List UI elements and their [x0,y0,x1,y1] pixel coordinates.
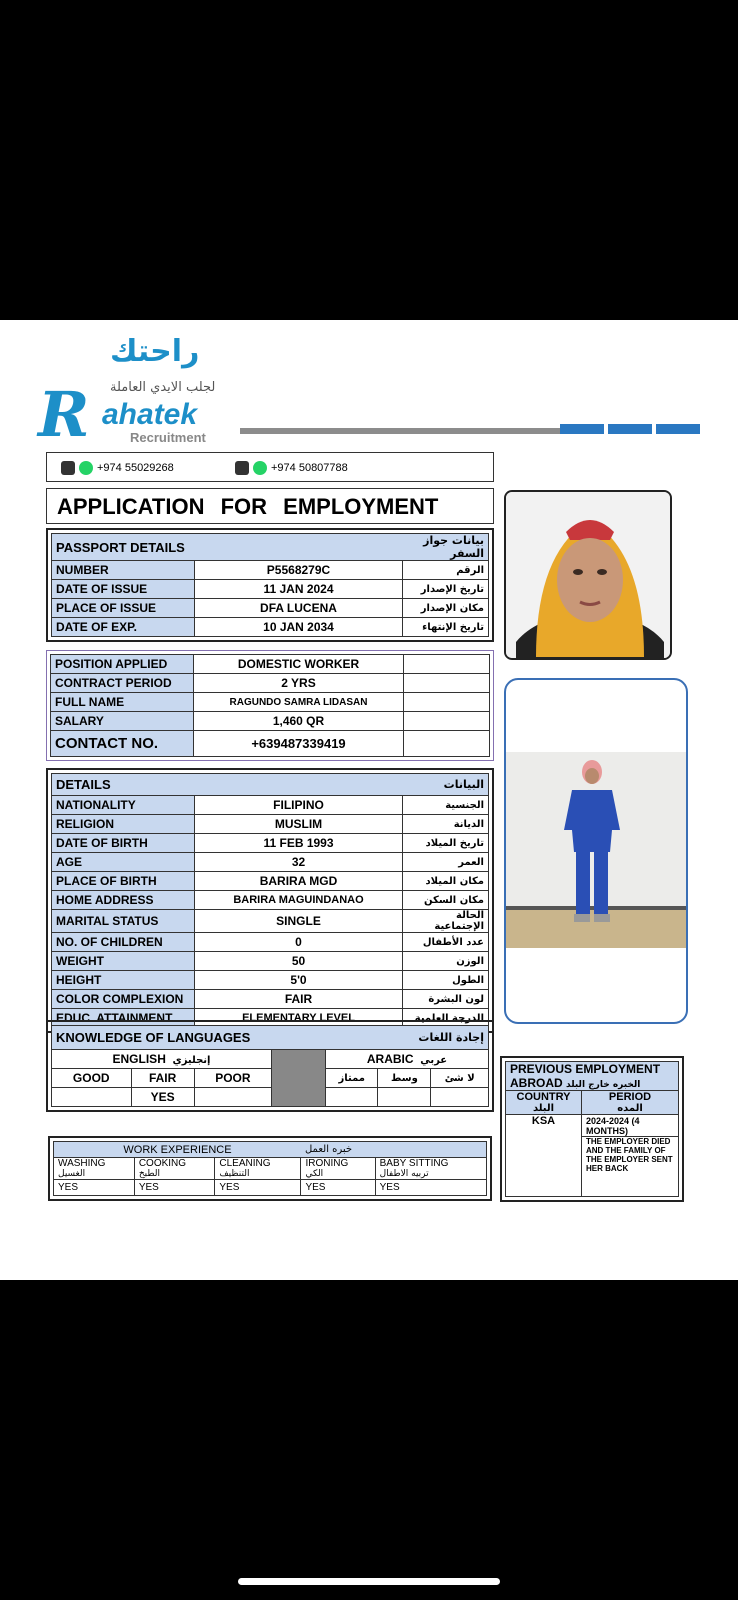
skill-value: YES [54,1180,135,1196]
row-value: 50 [195,952,403,971]
table-row [52,580,489,599]
row-value: 0 [195,933,403,952]
empty-cell [404,712,490,731]
language-names-row [52,1050,489,1069]
row-label: CONTRACT PERIOD [51,674,194,693]
row-value: 10 JAN 2034 [195,618,403,637]
position-details [46,650,494,761]
level-good: GOOD [52,1069,132,1088]
empty-cell [404,674,490,693]
row-label: CONTACT NO. [51,731,194,757]
row-label-ar: الحالة الإجتماعية [403,910,489,933]
table-row [52,815,489,834]
level-poor: POOR [194,1069,271,1088]
skills-values-row [54,1180,487,1196]
table-row [52,872,489,891]
row-value: BARIRA MAGUINDANAO [195,891,403,910]
row-label: HEIGHT [52,971,195,990]
full-body-illustration [506,680,688,1024]
level-fair: FAIR [131,1069,194,1088]
phone-number: +974 50807788 [271,462,348,474]
row-label: FULL NAME [51,693,194,712]
english-good-value [52,1088,132,1107]
period-label-ar: المده [617,1103,643,1114]
passport-header-row [52,534,489,561]
row-label-ar: مكان الميلاد [403,872,489,891]
row-value: P5568279C [195,561,403,580]
country-label-ar: البلد [532,1103,555,1114]
prev-header-ar: الخبره خارج البلد [566,1080,641,1090]
row-value: ELEMENTARY LEVEL [195,1009,403,1028]
row-label: DATE OF ISSUE [52,580,195,599]
row-label: DATE OF EXP. [52,618,195,637]
application-form [0,320,738,1280]
row-value: SINGLE [195,910,403,933]
table-row [52,834,489,853]
prev-period: 2024-2024 (4 MONTHS) [582,1115,679,1137]
row-label: RELIGION [52,815,195,834]
languages-header-ar: إجادة اللغات [326,1026,489,1050]
english-poor-value [194,1088,271,1107]
arabic-value [431,1088,489,1107]
portrait-photo [504,490,672,660]
level-ar: وسط [378,1069,431,1088]
table-row [52,910,489,933]
arabic-label-ar: عربي [420,1055,448,1066]
level-ar: ممتاز [326,1069,378,1088]
row-label-ar: تاريخ الإصدار [403,580,489,599]
row-label-ar: الرقم [403,561,489,580]
skill-value: YES [301,1180,375,1196]
row-label-ar: عدد الأطفال [403,933,489,952]
phone-number: +974 55029268 [97,462,174,474]
row-label-ar: لون البشرة [403,990,489,1009]
arabic-value [378,1088,431,1107]
english-label: ENGLISH [112,1052,166,1066]
prev-header-abroad: ABROAD [510,1076,563,1090]
row-label: NATIONALITY [52,796,195,815]
row-label: MARITAL STATUS [52,910,195,933]
row-value: MUSLIM [195,815,403,834]
row-label-ar: الطول [403,971,489,990]
row-value: 2 YRS [194,674,404,693]
skill-label-ar: الطبخ [138,1169,160,1179]
period-label: PERIOD [608,1091,652,1103]
skill-label: COOKING [138,1158,187,1169]
phone-1 [61,461,174,475]
phone-icon [61,461,75,475]
skill-baby-sitting [375,1158,486,1180]
passport-details [46,528,494,642]
table-row [52,990,489,1009]
work-header-row [54,1142,487,1158]
row-label: NO. OF CHILDREN [52,933,195,952]
table-row [52,933,489,952]
skill-label-ar: التنظيف [219,1169,250,1179]
skill-value: YES [134,1180,215,1196]
details-header-ar: البيانات [403,774,489,796]
phone-2 [235,461,348,475]
table-row [52,891,489,910]
table-row [52,561,489,580]
level-ar: لا شئ [431,1069,489,1088]
arabic-label-cell [326,1050,489,1069]
passport-header-ar: بيانات جواز السفر [403,534,489,561]
table-row [52,952,489,971]
form-title: APPLICATION FOR EMPLOYMENT [46,488,494,524]
logo-recruitment: Recruitment [130,430,206,445]
languages-header: KNOWLEDGE OF LANGUAGES [52,1026,326,1050]
row-label: AGE [52,853,195,872]
prev-note: THE EMPLOYER DIED AND THE FAMILY OF THE EMPLOYER SENT HER BACK [582,1137,679,1197]
row-label: WEIGHT [52,952,195,971]
row-value: FAIR [195,990,403,1009]
logo-arabic-name: راحتك [110,334,200,369]
table-row [51,674,490,693]
logo-initial: R [38,378,90,451]
country-col [506,1091,582,1115]
table-row [52,599,489,618]
whatsapp-icon [79,461,93,475]
language-levels-row [52,1069,489,1088]
languages-section [46,1020,494,1112]
logo-name: ahatek [102,398,198,431]
portrait-illustration [506,492,672,660]
skill-label-ar: تربيه الاطفال [379,1169,429,1179]
country-label: COUNTRY [516,1091,571,1103]
table-row [52,971,489,990]
skill-value: YES [375,1180,486,1196]
skill-value: YES [215,1180,301,1196]
row-value: FILIPINO [195,796,403,815]
empty-cell [404,655,490,674]
whatsapp-icon [253,461,267,475]
skill-label: CLEANING [219,1158,271,1169]
previous-employment [500,1056,684,1202]
languages-header-row [52,1026,489,1050]
skill-label: BABY SITTING [379,1158,449,1169]
work-experience [48,1136,492,1201]
skill-washing [54,1158,135,1180]
skills-row [54,1158,487,1180]
passport-header: PASSPORT DETAILS [52,534,403,561]
prev-country: KSA [506,1115,582,1197]
row-label: SALARY [51,712,194,731]
row-label: PLACE OF ISSUE [52,599,195,618]
row-value: 1,460 QR [194,712,404,731]
prev-header-title: PREVIOUS EMPLOYMENT [510,1062,661,1076]
work-header-ar: خبره العمل [301,1142,487,1158]
row-label-ar: الدرجة العلمية [403,1009,489,1028]
table-row [51,712,490,731]
prev-col-header-row [506,1091,679,1115]
table-row [52,853,489,872]
skill-label: IRONING [305,1158,349,1169]
row-label-ar: مكان الإصدار [403,599,489,618]
row-value: DFA LUCENA [195,599,403,618]
arabic-label: ARABIC [366,1052,414,1066]
row-label: EDUC. ATTAINMENT [52,1009,195,1028]
arabic-value [326,1088,378,1107]
row-value: +639487339419 [194,731,404,757]
skill-label: WASHING [58,1158,106,1169]
language-values-row [52,1088,489,1107]
row-label-ar: تاريخ الإنتهاء [403,618,489,637]
gray-divider-cell [272,1050,326,1107]
table-row [51,693,490,712]
row-value: RAGUNDO SAMRA LIDASAN [194,693,404,712]
row-label-ar: تاريخ الميلاد [403,834,489,853]
english-label-ar: إنجليزي [172,1055,211,1066]
table-row [51,731,490,757]
english-label-cell [52,1050,272,1069]
skill-label-ar: الغسيل [58,1169,86,1179]
row-label-ar: الوزن [403,952,489,971]
logo-arabic-subtitle: لجلب الايدي العاملة [110,380,216,395]
empty-cell [404,731,490,757]
row-label-ar: الديانة [403,815,489,834]
contact-phones [46,452,494,482]
prev-row [506,1115,679,1137]
work-header: WORK EXPERIENCE [54,1142,301,1158]
home-indicator[interactable] [238,1578,500,1585]
row-value: 11 JAN 2024 [195,580,403,599]
empty-cell [404,693,490,712]
row-value: 5'0 [195,971,403,990]
row-label: HOME ADDRESS [52,891,195,910]
row-value: 32 [195,853,403,872]
row-label-ar: العمر [403,853,489,872]
prev-header-cell [506,1062,679,1091]
skill-cooking [134,1158,215,1180]
row-value: BARIRA MGD [195,872,403,891]
row-label-ar: مكان السكن [403,891,489,910]
row-label: POSITION APPLIED [51,655,194,674]
row-label: DATE OF BIRTH [52,834,195,853]
skill-cleaning [215,1158,301,1180]
skill-label-ar: الكي [305,1169,324,1179]
period-col [582,1091,679,1115]
table-row [52,796,489,815]
full-body-photo [504,678,688,1024]
table-row [52,618,489,637]
personal-details [46,768,494,1033]
row-label-ar: الجنسية [403,796,489,815]
header-stripe-accent [560,424,700,434]
phone-icon [235,461,249,475]
row-label: NUMBER [52,561,195,580]
details-header: DETAILS [52,774,403,796]
row-label: COLOR COMPLEXION [52,990,195,1009]
english-fair-value: YES [131,1088,194,1107]
row-value: 11 FEB 1993 [195,834,403,853]
prev-header-row [506,1062,679,1091]
details-header-row [52,774,489,796]
skill-ironing [301,1158,375,1180]
row-label: PLACE OF BIRTH [52,872,195,891]
row-value: DOMESTIC WORKER [194,655,404,674]
table-row [51,655,490,674]
